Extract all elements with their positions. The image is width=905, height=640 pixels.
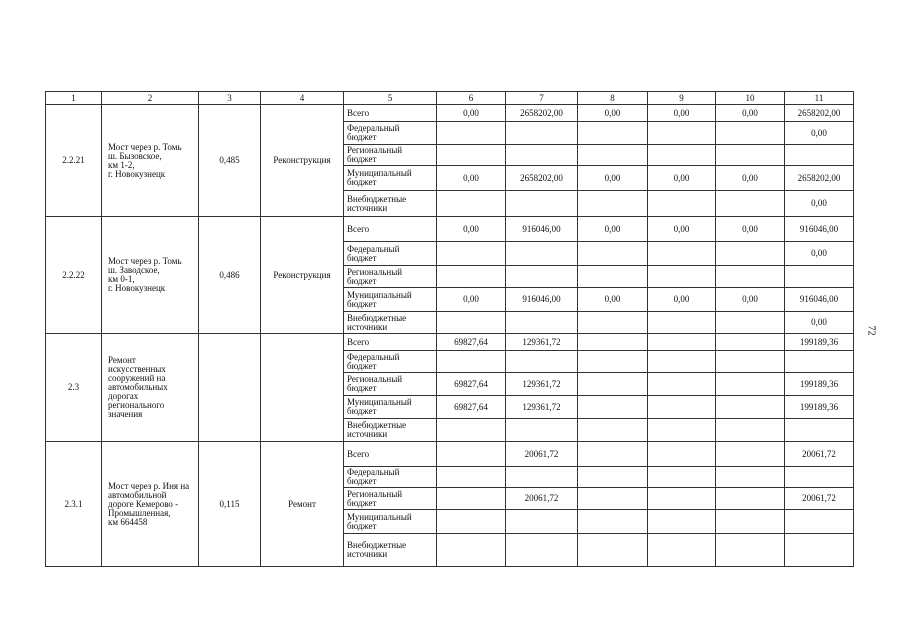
amount-cell [716, 351, 785, 373]
amount-cell: 2658202,00 [506, 166, 578, 191]
funding-source: Внебюджетные источники [344, 312, 437, 334]
amount-cell: 69827,64 [437, 373, 506, 396]
column-header: 9 [648, 92, 716, 105]
amount-cell [716, 396, 785, 419]
amount-cell [648, 191, 716, 217]
amount-cell [716, 467, 785, 488]
funding-source: Внебюджетные источники [344, 191, 437, 217]
amount-cell: 0,00 [648, 288, 716, 312]
amount-cell [437, 510, 506, 534]
amount-cell [437, 534, 506, 567]
amount-cell: 129361,72 [506, 334, 578, 351]
amount-cell [648, 534, 716, 567]
amount-cell [648, 351, 716, 373]
amount-cell: 20061,72 [785, 442, 854, 467]
amount-cell [785, 266, 854, 288]
amount-cell: 20061,72 [785, 488, 854, 510]
table-row [46, 217, 854, 242]
funding-source: Внебюджетные источники [344, 419, 437, 442]
header-row [46, 92, 854, 105]
work-type: Ремонт [261, 442, 344, 567]
amount-cell: 129361,72 [506, 396, 578, 419]
amount-cell [716, 442, 785, 467]
funding-source: Федеральный бюджет [344, 122, 437, 145]
amount-cell: 199189,36 [785, 373, 854, 396]
amount-cell [785, 145, 854, 166]
funding-source: Муниципальный бюджет [344, 288, 437, 312]
amount-cell [506, 312, 578, 334]
amount-cell [785, 534, 854, 567]
amount-cell [437, 242, 506, 266]
amount-cell: 0,00 [648, 217, 716, 242]
table-body [46, 92, 854, 567]
funding-source: Всего [344, 334, 437, 351]
item-length: 0,485 [199, 105, 261, 217]
column-header: 6 [437, 92, 506, 105]
table-row [46, 442, 854, 467]
amount-cell [648, 242, 716, 266]
amount-cell [716, 145, 785, 166]
amount-cell [716, 122, 785, 145]
column-header: 10 [716, 92, 785, 105]
amount-cell: 0,00 [437, 105, 506, 122]
funding-source: Региональный бюджет [344, 373, 437, 396]
amount-cell [506, 351, 578, 373]
amount-cell: 0,00 [648, 166, 716, 191]
amount-cell [578, 373, 648, 396]
funding-source: Федеральный бюджет [344, 467, 437, 488]
amount-cell [648, 396, 716, 419]
amount-cell [716, 191, 785, 217]
budget-table [45, 91, 854, 567]
funding-source: Муниципальный бюджет [344, 166, 437, 191]
amount-cell: 2658202,00 [785, 105, 854, 122]
amount-cell [437, 266, 506, 288]
funding-source: Муниципальный бюджет [344, 396, 437, 419]
funding-source: Всего [344, 217, 437, 242]
column-header: 1 [46, 92, 102, 105]
amount-cell [648, 510, 716, 534]
amount-cell [578, 122, 648, 145]
amount-cell [578, 145, 648, 166]
amount-cell [785, 419, 854, 442]
amount-cell: 0,00 [716, 166, 785, 191]
funding-source: Муниципальный бюджет [344, 510, 437, 534]
amount-cell [578, 396, 648, 419]
amount-cell: 129361,72 [506, 373, 578, 396]
amount-cell [578, 419, 648, 442]
amount-cell [437, 312, 506, 334]
amount-cell [578, 191, 648, 217]
amount-cell [716, 334, 785, 351]
column-header: 11 [785, 92, 854, 105]
column-header: 2 [102, 92, 199, 105]
amount-cell [785, 351, 854, 373]
item-name: Мост через р. Иня на автомобильной дороге Кемерово - Промышленная, км 664458 [102, 442, 199, 567]
amount-cell [648, 442, 716, 467]
item-code: 2.3.1 [46, 442, 102, 567]
amount-cell [716, 534, 785, 567]
amount-cell [506, 122, 578, 145]
amount-cell: 0,00 [785, 191, 854, 217]
item-name: Ремонт искусственных сооружений на автомобильных дорогах регионального значения [102, 334, 199, 442]
amount-cell [437, 488, 506, 510]
column-header: 4 [261, 92, 344, 105]
amount-cell: 199189,36 [785, 334, 854, 351]
amount-cell [716, 488, 785, 510]
amount-cell [437, 419, 506, 442]
amount-cell [578, 488, 648, 510]
amount-cell [437, 122, 506, 145]
item-code: 2.2.21 [46, 105, 102, 217]
amount-cell [506, 266, 578, 288]
amount-cell: 0,00 [578, 288, 648, 312]
amount-cell: 199189,36 [785, 396, 854, 419]
work-type: Реконструкция [261, 105, 344, 217]
amount-cell [648, 312, 716, 334]
funding-source: Всего [344, 105, 437, 122]
amount-cell: 20061,72 [506, 442, 578, 467]
funding-source: Внебюджетные источники [344, 534, 437, 567]
work-type: Реконструкция [261, 217, 344, 334]
amount-cell [648, 334, 716, 351]
amount-cell [716, 419, 785, 442]
table-row [46, 105, 854, 122]
amount-cell: 0,00 [785, 242, 854, 266]
amount-cell [648, 266, 716, 288]
page-number: 72 [865, 325, 877, 336]
amount-cell [506, 419, 578, 442]
work-type [261, 334, 344, 442]
funding-source: Всего [344, 442, 437, 467]
funding-source: Региональный бюджет [344, 266, 437, 288]
item-name: Мост через р. Томь ш. Заводское, км 0-1, г. Новокузнецк [102, 217, 199, 334]
amount-cell [578, 467, 648, 488]
amount-cell: 20061,72 [506, 488, 578, 510]
table-row [46, 334, 854, 351]
funding-source: Региональный бюджет [344, 488, 437, 510]
item-code: 2.2.22 [46, 217, 102, 334]
amount-cell: 916046,00 [785, 288, 854, 312]
amount-cell: 2658202,00 [506, 105, 578, 122]
amount-cell [578, 534, 648, 567]
amount-cell [437, 191, 506, 217]
amount-cell [716, 266, 785, 288]
amount-cell: 916046,00 [785, 217, 854, 242]
amount-cell [437, 442, 506, 467]
amount-cell [506, 510, 578, 534]
amount-cell [648, 122, 716, 145]
amount-cell: 0,00 [437, 217, 506, 242]
amount-cell [578, 312, 648, 334]
amount-cell: 0,00 [716, 105, 785, 122]
amount-cell: 0,00 [437, 288, 506, 312]
item-length: 0,486 [199, 217, 261, 334]
amount-cell [506, 242, 578, 266]
amount-cell [785, 510, 854, 534]
funding-source: Региональный бюджет [344, 145, 437, 166]
column-header: 3 [199, 92, 261, 105]
item-length: 0,115 [199, 442, 261, 567]
amount-cell [648, 488, 716, 510]
amount-cell: 69827,64 [437, 334, 506, 351]
amount-cell: 0,00 [578, 166, 648, 191]
amount-cell [716, 510, 785, 534]
column-header: 5 [344, 92, 437, 105]
amount-cell [648, 467, 716, 488]
amount-cell: 916046,00 [506, 217, 578, 242]
amount-cell [506, 145, 578, 166]
item-code: 2.3 [46, 334, 102, 442]
funding-source: Федеральный бюджет [344, 351, 437, 373]
amount-cell: 0,00 [648, 105, 716, 122]
amount-cell [578, 442, 648, 467]
amount-cell [578, 351, 648, 373]
amount-cell: 2658202,00 [785, 166, 854, 191]
amount-cell: 916046,00 [506, 288, 578, 312]
column-header: 8 [578, 92, 648, 105]
amount-cell [648, 373, 716, 396]
amount-cell [785, 467, 854, 488]
item-name: Мост через р. Томь ш. Бызовское, км 1-2, г. Новокузнецк [102, 105, 199, 217]
amount-cell [648, 419, 716, 442]
amount-cell [506, 467, 578, 488]
amount-cell [437, 467, 506, 488]
amount-cell [506, 534, 578, 567]
item-length [199, 334, 261, 442]
amount-cell [648, 145, 716, 166]
amount-cell [716, 312, 785, 334]
amount-cell: 0,00 [716, 217, 785, 242]
amount-cell: 69827,64 [437, 396, 506, 419]
amount-cell [716, 242, 785, 266]
amount-cell [437, 351, 506, 373]
amount-cell: 0,00 [578, 217, 648, 242]
amount-cell [578, 242, 648, 266]
amount-cell [506, 191, 578, 217]
amount-cell: 0,00 [716, 288, 785, 312]
column-header: 7 [506, 92, 578, 105]
amount-cell [578, 266, 648, 288]
amount-cell: 0,00 [437, 166, 506, 191]
amount-cell: 0,00 [578, 105, 648, 122]
amount-cell [578, 510, 648, 534]
amount-cell: 0,00 [785, 312, 854, 334]
amount-cell [578, 334, 648, 351]
amount-cell [716, 373, 785, 396]
amount-cell: 0,00 [785, 122, 854, 145]
amount-cell [437, 145, 506, 166]
funding-source: Федеральный бюджет [344, 242, 437, 266]
